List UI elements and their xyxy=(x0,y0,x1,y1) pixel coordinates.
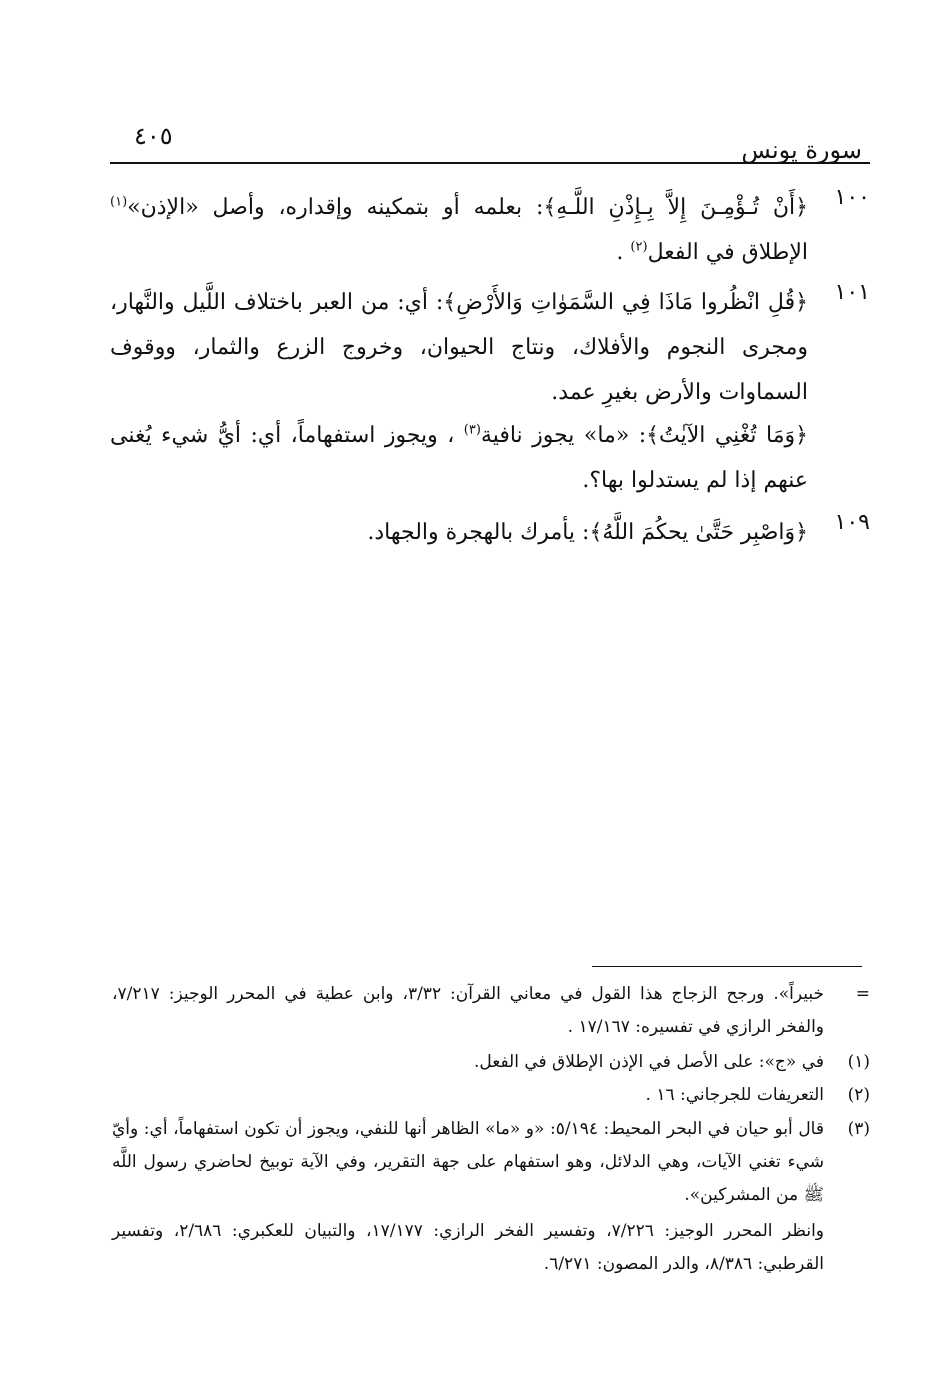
footnote-ref: (٣) xyxy=(463,422,481,438)
footnote-3-references xyxy=(112,1215,870,1281)
verse-entry-100 xyxy=(110,185,870,275)
surah-title: سورة يونس xyxy=(741,136,862,164)
verse-entry-101-cont xyxy=(110,413,870,503)
footnote-marker: (٢) xyxy=(847,1085,870,1105)
verse-commentary: ﴿وَمَا تُغْنِي الآيٰتُ﴾: «ما» يجوز نافية$^{(٣)}$ ، ويجوز استفهاماً، أي: أيُّ شيء يُغنى عنهم إذا لم يستدلوا بها؟. xyxy=(110,422,808,493)
page-header xyxy=(110,118,870,164)
footnote-text: وانظر المحرر الوجيز: ٧/٢٢٦، وتفسير الفخر الرازي: ١٧/١٧٧، والتبيان للعكبري: ٢/٦٨٦، وتفسير القرطبي: ٨/٣٨٦، والدر المصون: ٦/٢٧١. xyxy=(112,1221,824,1274)
footnote-ref: (١) xyxy=(110,194,128,210)
verse-commentary: ﴿وَاصْبِر حَتَّىٰ يحكُمَ اللَّهُ﴾: يأمرك بالهجرة والجهاد. xyxy=(367,520,808,545)
footnote-marker: (١) xyxy=(847,1052,870,1072)
verse-entry-101 xyxy=(110,280,870,415)
continuation-marker: = xyxy=(855,984,870,1004)
footnote-3 xyxy=(112,1113,870,1212)
footnote-ref: (٢) xyxy=(630,239,648,255)
footnote-text: قال أبو حيان في البحر المحيط: ٥/١٩٤: «و «ما» الظاهر أنها للنفي، ويجوز أن تكون استفهاماً، أي: وأيّ شيء تغني الآيات، وهي الدلائل، وهو استفهام على جهة التقرير، وفي الآية توبيخ لحاضري رسول اللَّه ﷺ من المشركين». xyxy=(112,1119,824,1205)
verse-number: ١٠٩ xyxy=(834,510,870,535)
footnote-marker: (٣) xyxy=(847,1119,870,1139)
verse-number: ١٠١ xyxy=(834,280,870,305)
footnote-divider xyxy=(592,966,862,967)
verse-number: ١٠٠ xyxy=(834,185,870,210)
footnote-text: في «ج»: على الأصل في الإذن الإطلاق في الفعل. xyxy=(473,1052,824,1072)
footnote-2 xyxy=(112,1079,870,1112)
verse-entry-109 xyxy=(110,510,870,555)
footnote-continuation xyxy=(112,978,870,1044)
header-divider xyxy=(110,162,870,164)
verse-commentary: ﴿أَنْ تُـؤْمِـنَ إِلاَّ بِـإِذْنِ اللَّـهِ﴾: بعلمه أو بتمكينه وإقداره، وأصل «الإذن»$^{(١)}$ الإطلاق في الفعل$^{(٢)}$ . xyxy=(110,194,808,265)
footnote-1 xyxy=(112,1046,870,1079)
footnote-text: التعريفات للجرجاني: ١٦ . xyxy=(645,1085,824,1105)
page-number: ٤٠٥ xyxy=(134,122,173,150)
verse-commentary: ﴿قُلِ انْظُروا مَاذَا فِي السَّمَوٰاتِ وَالأَرْضِ﴾: أي: من العبر باختلاف اللَّيل والنَّهار، ومجرى النجوم والأفلاك، ونتاج الحيوان، وخروج الزرع والثمار، ووقوف السماوات والأرض بغيرِ عمد. xyxy=(110,290,808,405)
footnote-text: خبيراً». ورجح الزجاج هذا القول في معاني القرآن: ٣/٣٢، وابن عطية في المحرر الوجيز: ٧/٢١٧، والفخر الرازي في تفسيره: ١٧/١٦٧ . xyxy=(112,984,824,1037)
